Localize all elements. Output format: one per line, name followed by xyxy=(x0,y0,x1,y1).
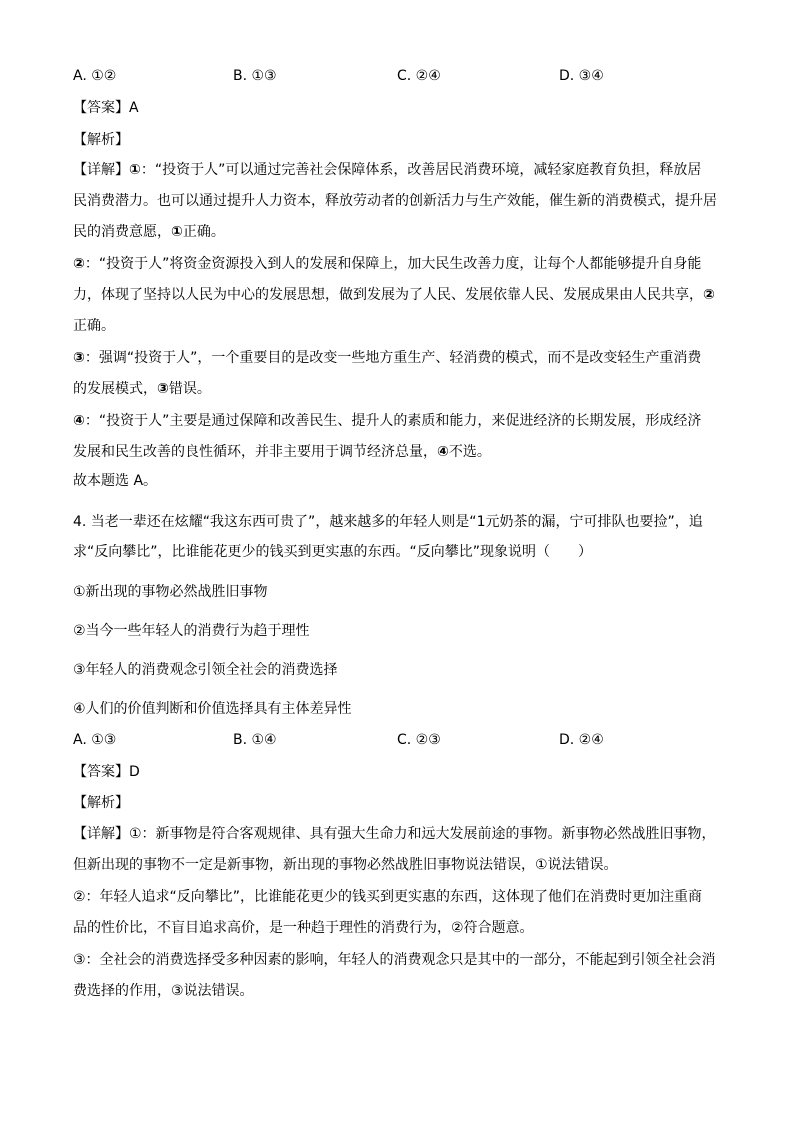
q3-detail-2-line-2 xyxy=(73,285,733,305)
q4-stem-line-1: 4. 当老一辈还在炫耀“我这东西可贵了”，越来越多的年轻人则是“1元奶茶的漏，宁可排队也要捡”，追 xyxy=(73,514,703,530)
circled-number: ④ xyxy=(437,444,449,460)
q4-option-a: A. ①③ xyxy=(73,732,117,748)
q4-detail-1-line-1 xyxy=(73,824,733,844)
detail-text: 民的消费意愿， xyxy=(73,224,171,240)
q3-detail-4-line-1 xyxy=(73,411,733,431)
q3-detail-1-line-1 xyxy=(73,160,733,180)
answer-value: D xyxy=(129,764,140,780)
circled-number: ④ xyxy=(73,413,85,429)
q4-detail-2-line-1: ②：年轻人追求“反向攀比”，比谁能花更少的钱买到更实惠的东西，这体现了他们在消费时更加注重商 xyxy=(73,889,703,905)
detail-text: ：“投资于人”将资金资源投入到人的发展和保障上，加大民生改善力度，让每个人都能够提升自身能 xyxy=(84,256,702,272)
q3-detail-2-line-1 xyxy=(73,254,733,274)
detail-text: ：“投资于人”可以通过完善社会保障体系，改善居民消费环境，减轻家庭教育负担，释放居 xyxy=(140,162,702,178)
detail-label: 【详解】 xyxy=(73,826,129,842)
q3-detail-4-line-2 xyxy=(73,442,733,462)
detail-text: ①：新事物是符合客观规律、具有强大生命力和远大发展前途的事物。新事物必然战胜旧事物， xyxy=(129,826,716,842)
q3-option-c: C. ②④ xyxy=(397,68,441,84)
q3-detail-3-line-1 xyxy=(73,348,733,368)
circled-number: ① xyxy=(171,224,183,240)
answer-label: 【答案】 xyxy=(73,100,129,116)
q4-detail-2-line-2: 品的性价比，不盲目追求高价，是一种趋于理性的消费行为，②符合题意。 xyxy=(73,920,534,936)
detail-text: 的发展模式， xyxy=(73,381,157,397)
detail-text: 发展和民生改善的良性循环，并非主要用于调节经济总量， xyxy=(73,444,437,460)
detail-text: 错误。 xyxy=(168,381,211,397)
q3-detail-2-line-3: 正确。 xyxy=(73,318,115,334)
circled-number: ③ xyxy=(73,350,85,366)
circled-number: ② xyxy=(703,287,715,303)
detail-label: 【详解】 xyxy=(73,162,129,178)
circled-number: ② xyxy=(73,256,85,272)
detail-text: 不选。 xyxy=(448,444,491,460)
answer-label: 【答案】 xyxy=(73,764,129,780)
q3-option-d: D. ③④ xyxy=(559,68,604,84)
q3-detail-1-line-3 xyxy=(73,222,733,242)
detail-text: 正确。 xyxy=(182,224,225,240)
q3-option-b: B. ①③ xyxy=(233,68,277,84)
q4-statement-2: ②当今一些年轻人的消费行为趋于理性 xyxy=(73,623,310,639)
q3-detail-3-line-2 xyxy=(73,379,733,399)
q4-statement-4: ④人们的价值判断和价值选择具有主体差异性 xyxy=(73,701,352,717)
detail-text: 力，体现了坚持以人民为中心的发展思想，做到发展为了人民、发展依靠人民、发展成果由人民共享， xyxy=(73,287,703,303)
q3-conclusion: 故本题选 A。 xyxy=(73,473,158,489)
q3-option-a: A. ①② xyxy=(73,68,117,84)
q4-option-d: D. ②④ xyxy=(559,732,604,748)
q3-analysis-label: 【解析】 xyxy=(73,132,129,148)
circled-number: ① xyxy=(129,162,141,178)
q4-statement-3: ③年轻人的消费观念引领全社会的消费选择 xyxy=(73,662,338,678)
q3-answer xyxy=(73,98,733,118)
q3-detail-1-line-2: 民消费潜力。也可以通过提升人力资本，释放劳动者的创新活力与生产效能，催生新的消费模式，提升居 xyxy=(73,193,717,209)
circled-number: ③ xyxy=(157,381,169,397)
q4-analysis-label: 【解析】 xyxy=(73,795,129,811)
detail-text: ：“投资于人”主要是通过保障和改善民生、提升人的素质和能力，来促进经济的长期发展，形成经济 xyxy=(84,413,702,429)
q4-option-c: C. ②③ xyxy=(397,732,441,748)
q4-detail-1-line-2: 但新出现的事物不一定是新事物，新出现的事物必然战胜旧事物说法错误，①说法错误。 xyxy=(73,857,618,873)
q4-statement-1: ①新出现的事物必然战胜旧事物 xyxy=(73,584,268,600)
answer-value: A xyxy=(129,100,139,116)
q4-detail-3-line-2: 费选择的作用，③说法错误。 xyxy=(73,983,254,999)
q4-detail-3-line-1: ③：全社会的消费选择受多种因素的影响，年轻人的消费观念只是其中的一部分，不能起到引领全社会消 xyxy=(73,952,716,968)
q4-answer xyxy=(73,762,733,782)
detail-text: ：强调“投资于人”，一个重要目的是改变一些地方重生产、轻消费的模式，而不是改变轻生产重消费 xyxy=(84,350,702,366)
q4-stem-line-2: 求“反向攀比”，比谁能花更少的钱买到更实惠的东西。“反向攀比”现象说明（ ） xyxy=(73,544,593,560)
q4-option-b: B. ①④ xyxy=(233,732,277,748)
